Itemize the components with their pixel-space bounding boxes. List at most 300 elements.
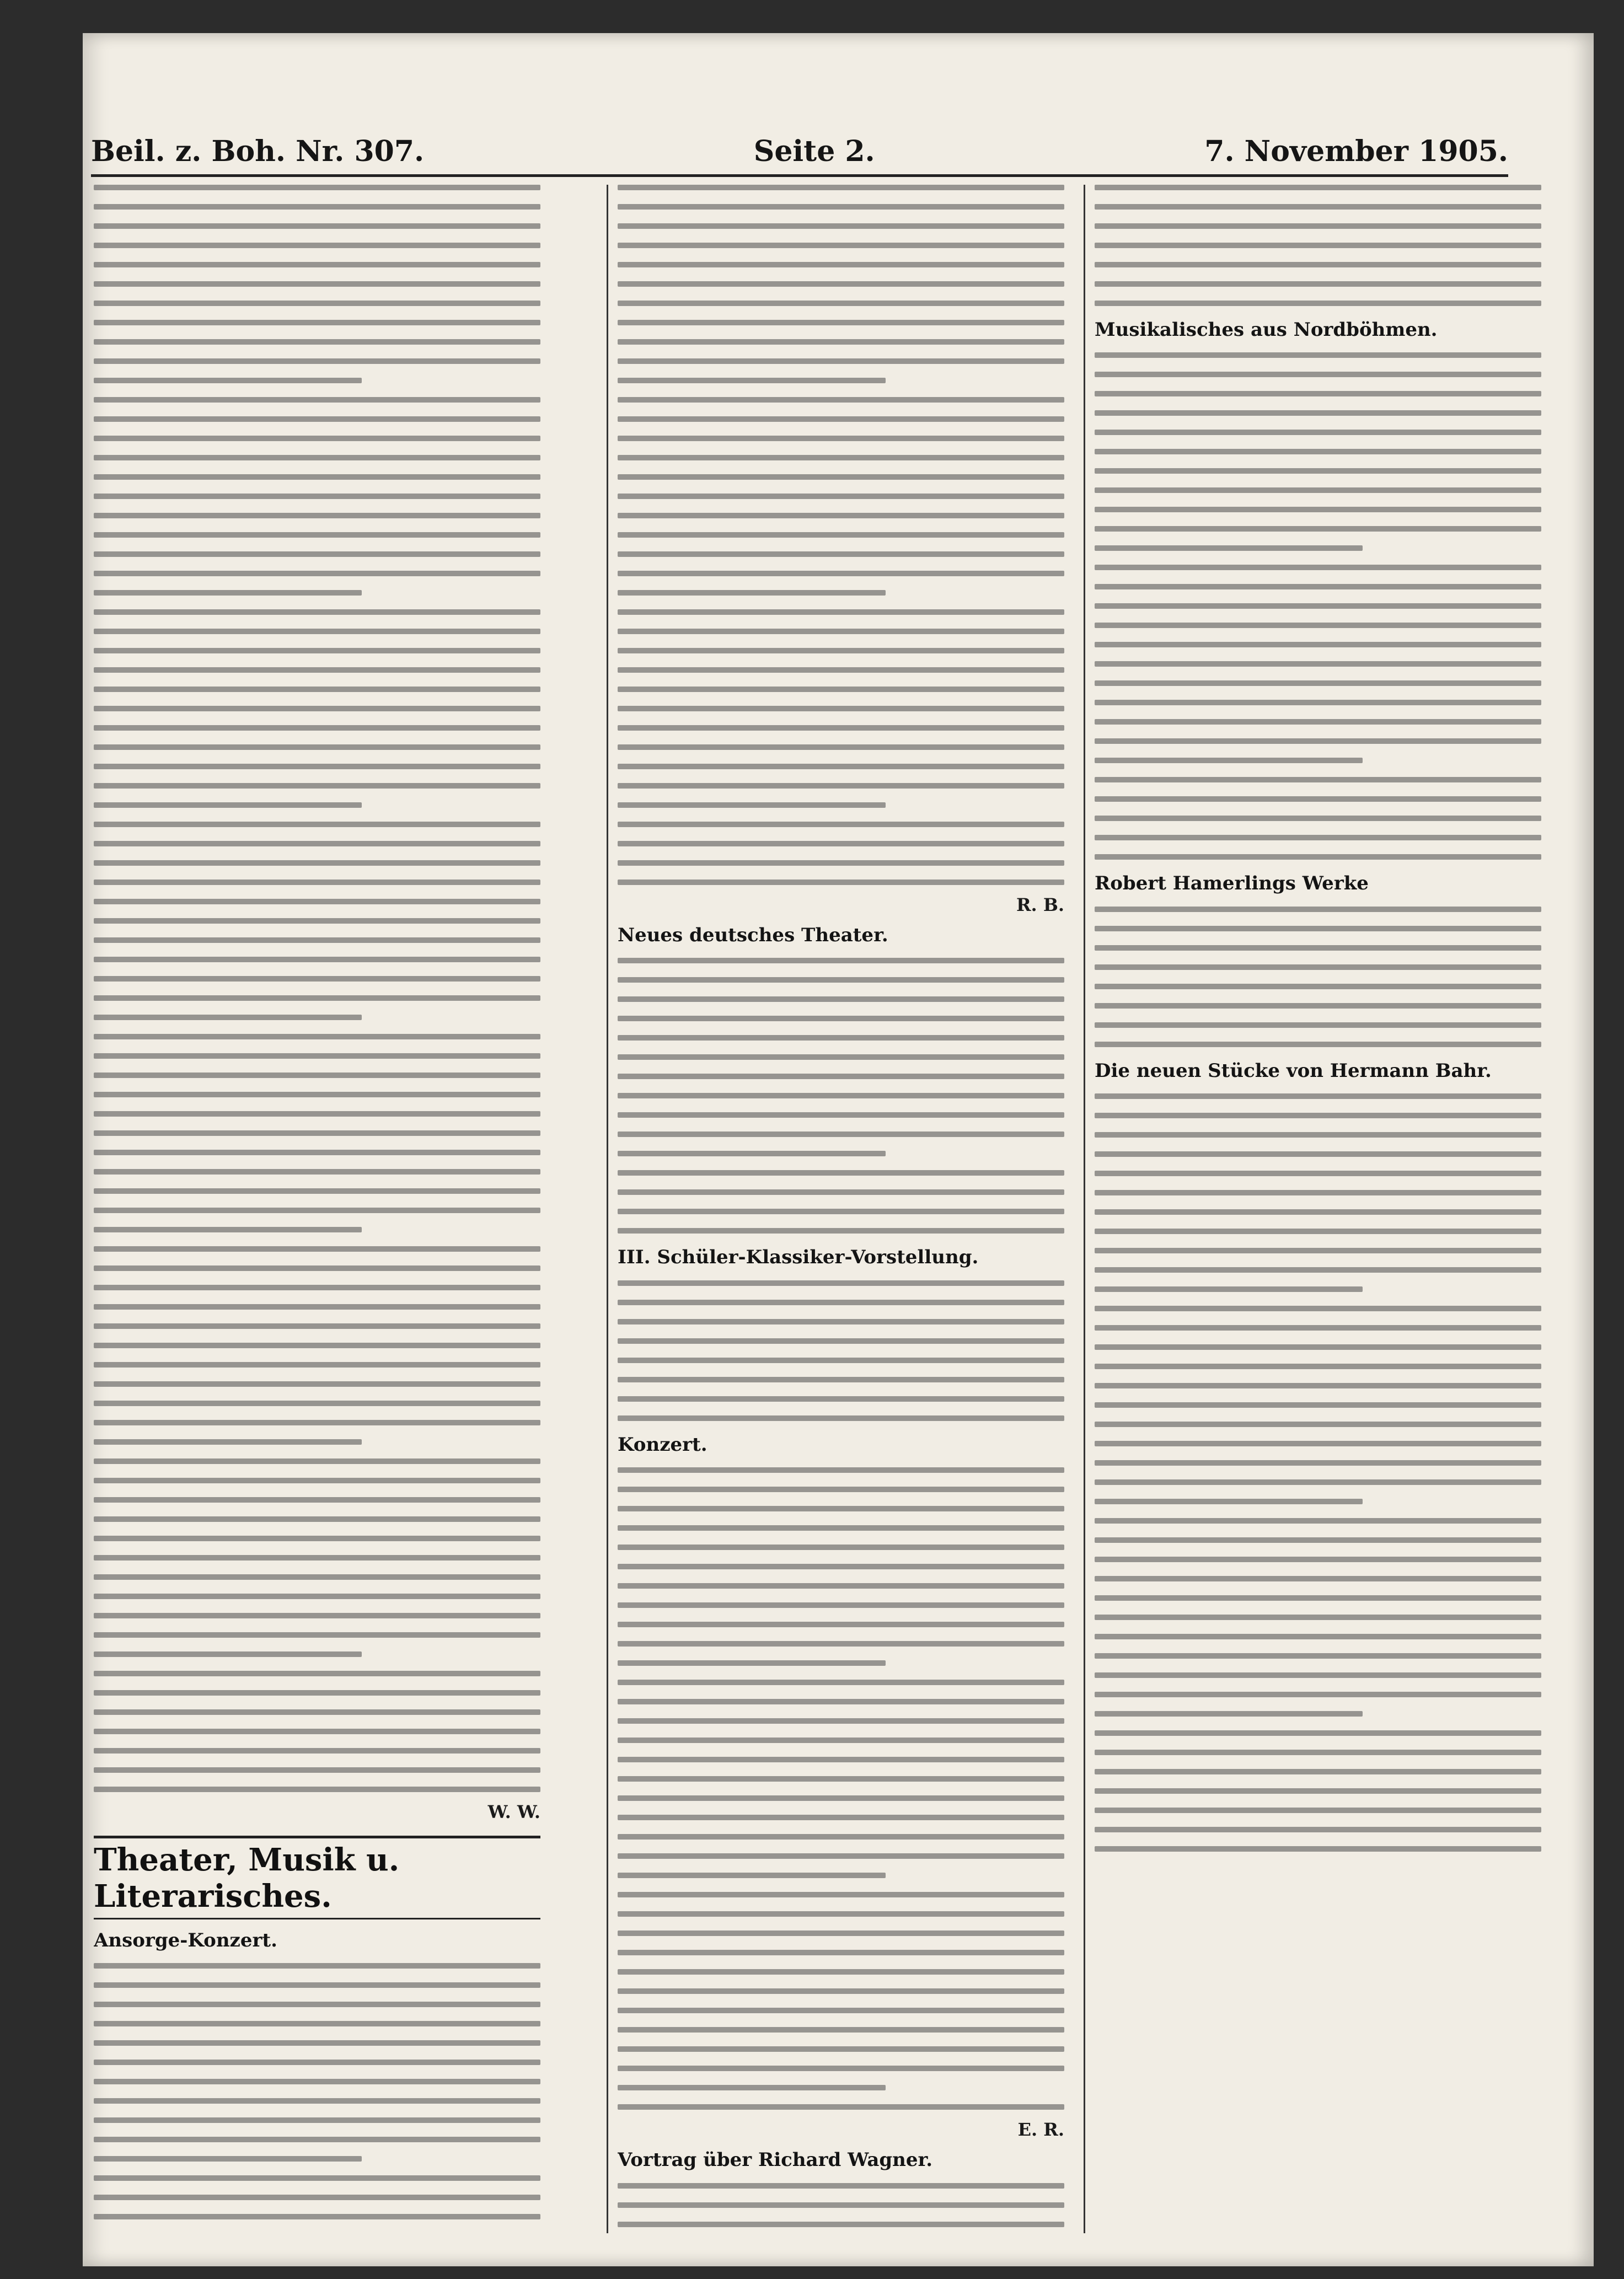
- text-line: [618, 996, 1064, 1002]
- text-line: [618, 1035, 1064, 1041]
- text-line: [94, 1362, 540, 1368]
- text-line: [1095, 1750, 1541, 1755]
- text-line: [94, 1613, 540, 1618]
- text-line: [94, 1439, 362, 1445]
- text-line: [94, 1651, 362, 1657]
- text-line: [94, 1343, 540, 1348]
- text-line: [1095, 1634, 1541, 1639]
- text-line: [618, 1487, 1064, 1492]
- text-line: [94, 590, 362, 596]
- text-line: [618, 1602, 1064, 1608]
- text-line: [618, 1093, 1064, 1098]
- text-line: [94, 1073, 540, 1078]
- text-line: [94, 358, 540, 364]
- text-line: [1095, 1364, 1541, 1369]
- text-line: [94, 513, 540, 518]
- text-line: [1095, 1846, 1541, 1852]
- text-line: [618, 1132, 1064, 1137]
- text-line: [94, 2156, 362, 2162]
- text-line: [618, 2222, 1064, 2227]
- text-line: [1095, 1132, 1541, 1138]
- text-line: [1095, 907, 1541, 912]
- text-line: [94, 1401, 540, 1406]
- text-line: [1095, 1325, 1541, 1331]
- text-line: [618, 1969, 1064, 1975]
- text-line: [1095, 487, 1541, 493]
- text-line: [94, 648, 540, 653]
- text-line: [1095, 1827, 1541, 1832]
- text-line: [618, 2202, 1064, 2208]
- text-line: [1095, 1306, 1541, 1311]
- text-line: [618, 1300, 1064, 1305]
- text-line: [1095, 185, 1541, 190]
- text-line: [94, 1285, 540, 1290]
- text-line: [1095, 1537, 1541, 1543]
- text-line: [94, 1246, 540, 1252]
- article-body: [1095, 185, 1541, 306]
- text-line: [94, 2117, 540, 2123]
- text-line: [618, 1280, 1064, 1286]
- text-line: [618, 1988, 1064, 1994]
- text-line: [1095, 1209, 1541, 1215]
- article-body: [1095, 1093, 1541, 1852]
- text-line: [1095, 700, 1541, 705]
- text-line: [618, 1853, 1064, 1859]
- text-line: [618, 301, 1064, 306]
- text-line: [1095, 262, 1541, 267]
- text-line: [94, 2079, 540, 2084]
- text-line: [94, 1169, 540, 1175]
- article-body: [94, 185, 540, 1792]
- text-line: [618, 2183, 1064, 2189]
- text-line: [618, 436, 1064, 441]
- text-line: [1095, 1022, 1541, 1028]
- text-line: [94, 1265, 540, 1271]
- article-signature: E. R.: [1017, 2119, 1064, 2141]
- text-line: [618, 243, 1064, 248]
- text-line: [94, 1516, 540, 1522]
- article-body: [618, 1280, 1064, 1421]
- text-line: [618, 281, 1064, 287]
- article-body: [618, 1467, 1064, 2110]
- text-line: [94, 2098, 540, 2104]
- text-line: [94, 1227, 362, 1232]
- text-line: [618, 822, 1064, 827]
- text-line: [1095, 719, 1541, 725]
- text-line: [618, 1738, 1064, 1743]
- text-line: [618, 204, 1064, 210]
- text-line: [94, 571, 540, 576]
- text-line: [1095, 1171, 1541, 1176]
- text-line: [94, 802, 362, 808]
- text-line: [1095, 945, 1541, 951]
- text-line: [618, 1622, 1064, 1627]
- text-line: [618, 802, 886, 808]
- text-line: [94, 2021, 540, 2026]
- text-line: [618, 1358, 1064, 1363]
- text-line: [618, 880, 1064, 885]
- text-line: [1095, 545, 1363, 551]
- text-line: [1095, 204, 1541, 210]
- text-line: [1095, 642, 1541, 647]
- text-line: [618, 513, 1064, 518]
- text-line: [94, 1130, 540, 1136]
- text-line: [1095, 1711, 1363, 1717]
- text-line: [94, 1188, 540, 1194]
- header-issue: Beil. z. Boh. Nr. 307.: [91, 135, 425, 168]
- text-line: [1095, 1093, 1541, 1099]
- text-line: [94, 2195, 540, 2200]
- text-line: [94, 378, 362, 383]
- text-line: [1095, 926, 1541, 931]
- text-line: [1095, 1518, 1541, 1524]
- text-line: [1095, 243, 1541, 248]
- text-line: [1095, 1003, 1541, 1009]
- text-line: [618, 2027, 1064, 2033]
- column-divider: [1084, 185, 1085, 2233]
- article-body: [1095, 907, 1541, 1047]
- text-line: [618, 185, 1064, 190]
- text-line: [618, 590, 886, 596]
- text-line: [1095, 526, 1541, 532]
- text-line: [94, 783, 540, 789]
- text-line: [94, 899, 540, 904]
- text-line: [618, 1911, 1064, 1917]
- text-line: [94, 262, 540, 267]
- text-line: [618, 2104, 1064, 2110]
- text-line: [94, 1208, 540, 1213]
- text-line: [1095, 661, 1541, 667]
- text-line: [618, 339, 1064, 345]
- text-line: [618, 1228, 1064, 1234]
- text-line: [1095, 1672, 1541, 1678]
- text-line: [94, 1015, 362, 1020]
- text-line: [1095, 565, 1541, 570]
- text-line: [1095, 372, 1541, 377]
- column-1: [94, 185, 540, 2233]
- article-signature: W. W.: [487, 1801, 540, 1822]
- text-line: [1095, 1557, 1541, 1562]
- text-line: [1095, 1190, 1541, 1195]
- text-line: [618, 1415, 1064, 1421]
- text-line: [94, 1458, 540, 1464]
- text-line: [618, 1834, 1064, 1840]
- text-line: [618, 1016, 1064, 1021]
- text-line: [94, 995, 540, 1001]
- text-line: [618, 1319, 1064, 1324]
- text-line: [1095, 1422, 1541, 1427]
- text-line: [1095, 964, 1541, 970]
- text-line: [94, 1536, 540, 1541]
- text-line: [1095, 1151, 1541, 1157]
- text-line: [94, 301, 540, 306]
- text-line: [94, 551, 540, 557]
- text-line: [94, 2137, 540, 2142]
- text-line: [618, 1209, 1064, 1214]
- text-line: [94, 1574, 540, 1580]
- text-line: [1095, 1615, 1541, 1620]
- text-line: [618, 262, 1064, 267]
- text-line: [1095, 1267, 1541, 1273]
- text-line: [94, 667, 540, 673]
- column-divider: [607, 185, 608, 2233]
- text-line: [94, 1982, 540, 1988]
- text-line: [94, 416, 540, 422]
- text-line: [618, 1396, 1064, 1402]
- text-line: [618, 783, 1064, 789]
- text-line: [1095, 758, 1363, 763]
- text-line: [618, 2008, 1064, 2013]
- text-line: [1095, 1344, 1541, 1350]
- text-line: [94, 2002, 540, 2007]
- text-line: [94, 609, 540, 615]
- text-line: [1095, 1402, 1541, 1408]
- text-line: [618, 1583, 1064, 1589]
- text-line: [1095, 984, 1541, 989]
- text-line: [618, 474, 1064, 480]
- text-line: [618, 551, 1064, 557]
- text-line: [618, 1950, 1064, 1955]
- text-line: [94, 1304, 540, 1310]
- article-signature: R. B.: [1016, 894, 1064, 915]
- text-line: [94, 204, 540, 210]
- text-line: [618, 1660, 886, 1666]
- text-line: [94, 1729, 540, 1734]
- text-line: [618, 1112, 1064, 1118]
- text-line: [618, 571, 1064, 576]
- text-line: [618, 841, 1064, 846]
- text-line: [1095, 223, 1541, 229]
- text-line: [94, 2175, 540, 2181]
- text-line: [94, 1111, 540, 1117]
- text-line: [1095, 507, 1541, 512]
- text-line: [618, 1795, 1064, 1801]
- text-line: [94, 2214, 540, 2219]
- text-line: [1095, 1576, 1541, 1581]
- text-line: [618, 1545, 1064, 1550]
- text-line: [1095, 1479, 1541, 1485]
- text-line: [1095, 1441, 1541, 1446]
- text-line: [1095, 777, 1541, 782]
- text-line: [94, 1034, 540, 1039]
- text-line: [94, 494, 540, 499]
- article-heading: Konzert.: [618, 1433, 708, 1456]
- text-line: [94, 474, 540, 480]
- text-line: [94, 880, 540, 885]
- text-line: [94, 1787, 540, 1792]
- text-line: [1095, 1653, 1541, 1659]
- text-line: [94, 725, 540, 731]
- text-line: [618, 725, 1064, 731]
- article-body: [94, 1963, 540, 2233]
- text-line: [1095, 430, 1541, 435]
- text-line: [618, 2085, 886, 2090]
- text-line: [94, 1594, 540, 1599]
- page-header: [91, 108, 1508, 168]
- text-line: [94, 822, 540, 827]
- text-line: [1095, 1692, 1541, 1697]
- text-line: [1095, 1248, 1541, 1253]
- text-line: [1095, 1730, 1541, 1736]
- text-line: [618, 1718, 1064, 1724]
- text-line: [618, 1873, 886, 1878]
- text-line: [94, 397, 540, 403]
- text-line: [1095, 1595, 1541, 1601]
- text-line: [618, 397, 1064, 403]
- text-line: [94, 706, 540, 711]
- text-line: [1095, 835, 1541, 840]
- text-line: [618, 648, 1064, 653]
- text-line: [618, 1189, 1064, 1195]
- text-line: [1095, 1499, 1363, 1504]
- text-line: [94, 2040, 540, 2046]
- text-line: [618, 1641, 1064, 1647]
- article-heading: Vortrag über Richard Wagner.: [618, 2149, 933, 2171]
- section-title: Theater, Musik u. Literarisches.: [94, 1836, 540, 1919]
- text-line: [618, 532, 1064, 538]
- text-line: [1095, 449, 1541, 454]
- text-line: [1095, 1113, 1541, 1118]
- text-line: [94, 436, 540, 441]
- text-line: [618, 494, 1064, 499]
- text-line: [618, 320, 1064, 325]
- text-line: [94, 1632, 540, 1638]
- text-line: [94, 1690, 540, 1696]
- text-line: [94, 2060, 540, 2065]
- text-line: [618, 744, 1064, 750]
- text-line: [1095, 623, 1541, 628]
- text-line: [618, 1506, 1064, 1511]
- text-line: [1095, 1286, 1363, 1292]
- text-line: [618, 1074, 1064, 1079]
- text-line: [94, 1150, 540, 1155]
- text-line: [618, 1170, 1064, 1176]
- text-line: [94, 223, 540, 229]
- text-line: [94, 629, 540, 634]
- article-body: [1095, 352, 1541, 860]
- text-line: [94, 1381, 540, 1387]
- text-line: [618, 1892, 1064, 1897]
- text-line: [1095, 1460, 1541, 1466]
- text-line: [1095, 281, 1541, 287]
- text-line: [94, 1767, 540, 1773]
- text-line: [94, 841, 540, 846]
- text-line: [1095, 1383, 1541, 1388]
- text-line: [1095, 468, 1541, 474]
- text-line: [1095, 410, 1541, 416]
- text-line: [94, 1709, 540, 1715]
- text-line: [94, 957, 540, 962]
- text-line: [1095, 301, 1541, 306]
- text-line: [1095, 1042, 1541, 1047]
- article-body: [618, 185, 1064, 885]
- text-line: [94, 281, 540, 287]
- text-line: [1095, 796, 1541, 802]
- text-line: [94, 764, 540, 769]
- text-line: [1095, 1769, 1541, 1774]
- article-heading: III. Schüler-Klassiker-Vorstellung.: [618, 1246, 979, 1269]
- text-line: [1095, 816, 1541, 821]
- text-line: [618, 860, 1064, 866]
- text-line: [618, 667, 1064, 673]
- text-line: [94, 185, 540, 190]
- text-line: [618, 706, 1064, 711]
- column-2: [618, 185, 1064, 2233]
- text-line: [1095, 680, 1541, 686]
- text-line: [618, 1776, 1064, 1782]
- text-line: [618, 1377, 1064, 1382]
- text-line: [94, 744, 540, 750]
- article-heading: Musikalisches aus Nordböhmen.: [1095, 319, 1438, 341]
- article-heading: Neues deutsches Theater.: [618, 924, 888, 946]
- text-line: [618, 1151, 886, 1156]
- text-line: [618, 378, 886, 383]
- text-line: [618, 1525, 1064, 1531]
- text-line: [94, 320, 540, 325]
- text-line: [618, 764, 1064, 769]
- text-line: [618, 455, 1064, 460]
- text-line: [1095, 738, 1541, 744]
- text-line: [94, 1671, 540, 1676]
- text-line: [618, 609, 1064, 615]
- text-line: [1095, 391, 1541, 396]
- text-line: [618, 2046, 1064, 2052]
- text-line: [1095, 854, 1541, 860]
- article-heading: Ansorge-Konzert.: [94, 1929, 277, 1951]
- header-date: 7. November 1905.: [1204, 135, 1508, 168]
- text-line: [618, 629, 1064, 634]
- text-line: [94, 918, 540, 924]
- article-body: [618, 2183, 1064, 2233]
- text-line: [618, 1564, 1064, 1569]
- text-line: [94, 532, 540, 538]
- text-line: [618, 687, 1064, 692]
- text-line: [618, 358, 1064, 364]
- text-line: [94, 1748, 540, 1754]
- text-line: [618, 1680, 1064, 1685]
- header-rule: [91, 174, 1508, 177]
- article-heading: Robert Hamerlings Werke: [1095, 872, 1369, 895]
- text-line: [94, 455, 540, 460]
- text-line: [1095, 603, 1541, 609]
- text-line: [1095, 352, 1541, 358]
- text-line: [94, 1478, 540, 1483]
- text-line: [1095, 1229, 1541, 1234]
- text-line: [94, 1092, 540, 1097]
- text-line: [94, 1053, 540, 1059]
- text-line: [94, 1497, 540, 1503]
- text-line: [618, 1931, 1064, 1936]
- text-line: [94, 687, 540, 692]
- text-line: [618, 977, 1064, 983]
- text-line: [618, 958, 1064, 963]
- article-body: [618, 958, 1064, 1234]
- column-3: [1095, 185, 1541, 2233]
- text-line: [94, 1323, 540, 1329]
- text-line: [618, 223, 1064, 229]
- text-line: [618, 1054, 1064, 1060]
- header-page-number: Seite 2.: [753, 135, 875, 168]
- text-line: [94, 1963, 540, 1969]
- text-line: [94, 1555, 540, 1561]
- text-line: [618, 1815, 1064, 1820]
- text-line: [94, 339, 540, 345]
- text-line: [618, 416, 1064, 422]
- text-line: [94, 976, 540, 982]
- text-line: [618, 1757, 1064, 1762]
- text-line: [618, 1467, 1064, 1473]
- text-line: [618, 1338, 1064, 1344]
